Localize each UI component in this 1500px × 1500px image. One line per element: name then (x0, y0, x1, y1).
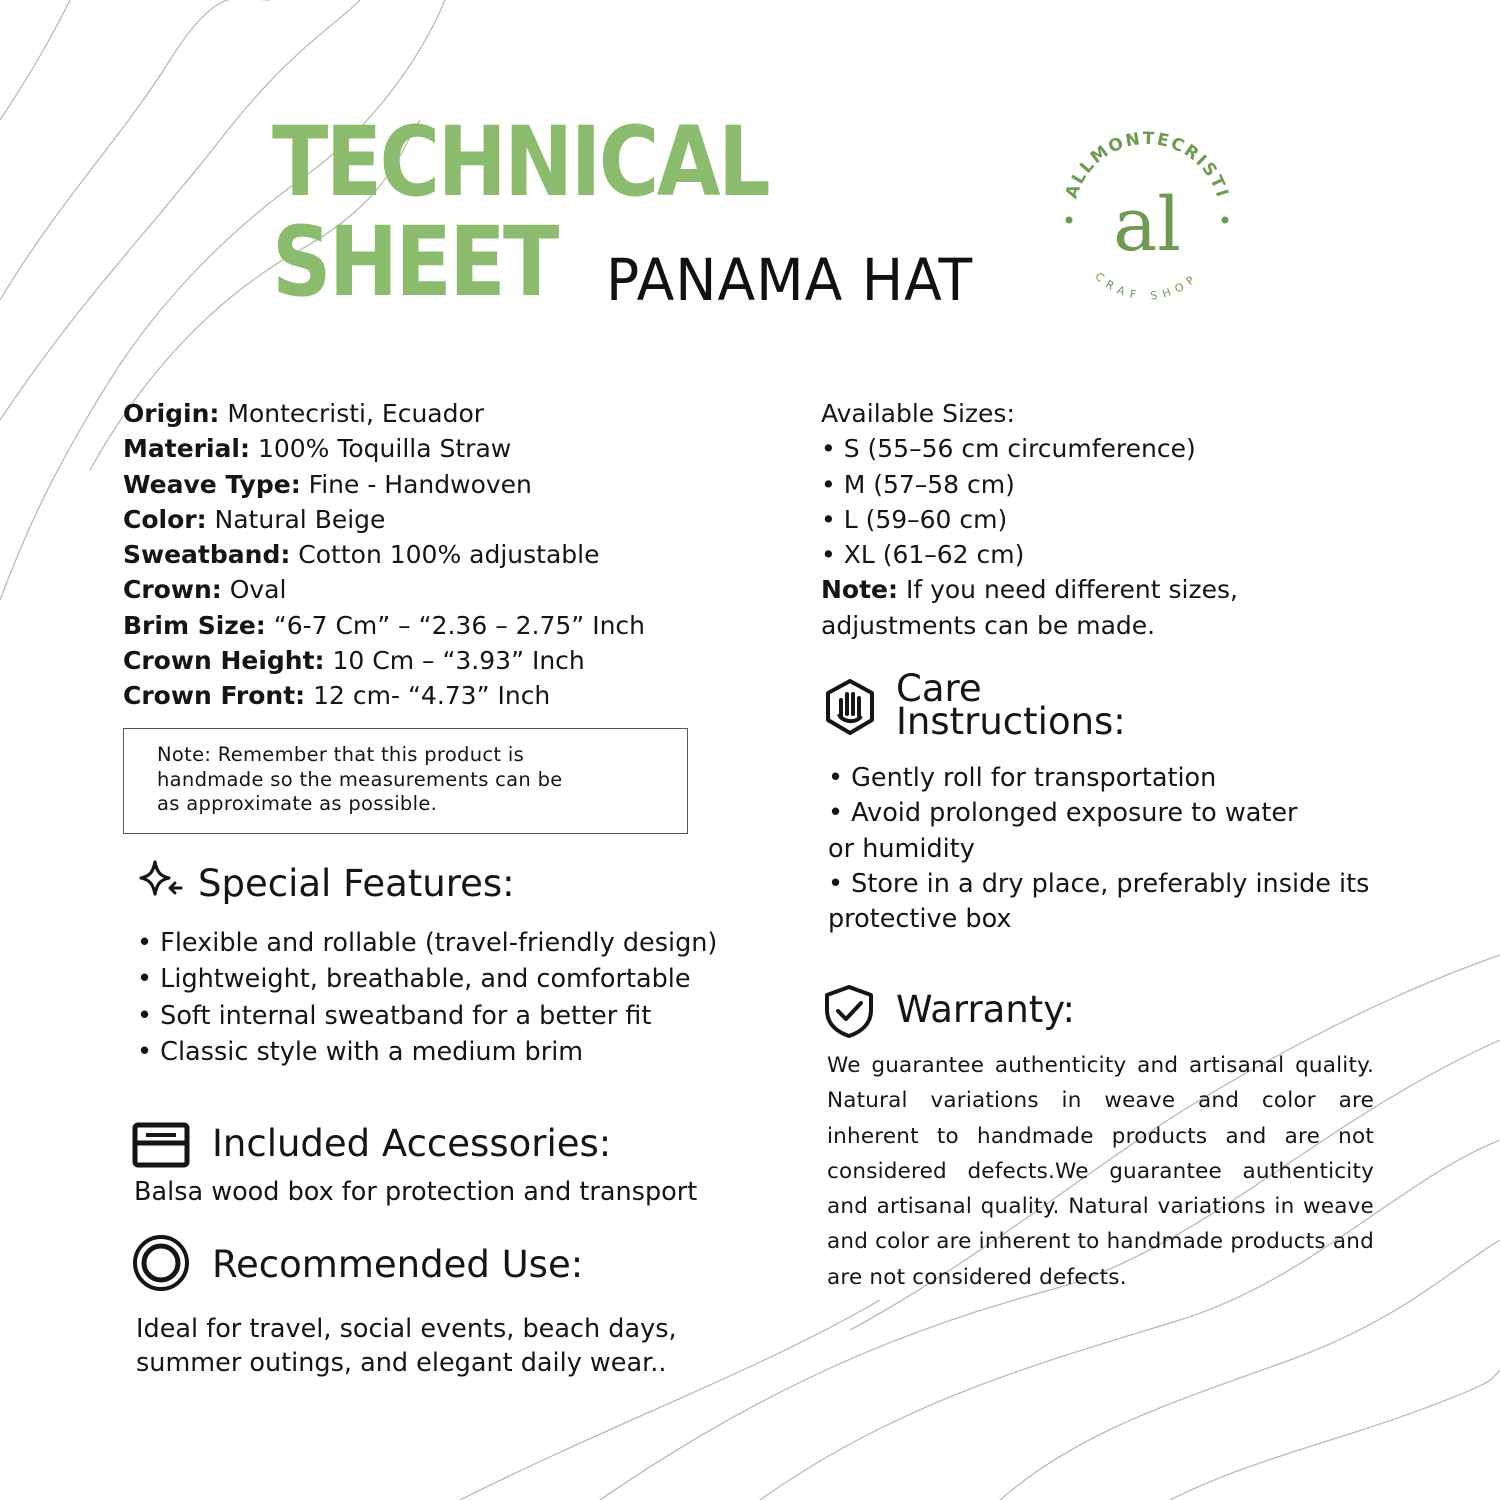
spec-row (123, 467, 743, 502)
box-icon (132, 1122, 190, 1168)
note-line-3: as approximate as possible. (157, 792, 438, 815)
spec-value: 10 Cm – “3.93” Inch (324, 646, 585, 676)
spec-row (123, 572, 743, 607)
recommended-use-heading: Recommended Use: (212, 1243, 584, 1286)
sparkle-icon (137, 858, 185, 902)
logo-top-text: ALLMONTECRISTI (1061, 128, 1233, 202)
size-item: • XL (61–62 cm) (821, 540, 1025, 570)
spec-value: Cotton 100% adjustable (290, 540, 600, 570)
spec-label: Origin: (123, 399, 220, 428)
spec-label: Crown: (123, 575, 222, 605)
list-item: • Store in a dry place, preferably inside its (828, 868, 1370, 899)
spec-list (123, 396, 743, 714)
list-item: • Lightweight, breathable, and comfortable (137, 964, 691, 995)
recommended-use-text (136, 1313, 677, 1380)
spec-value: 12 cm- “4.73” Inch (305, 681, 551, 711)
sizes-note-line-2: adjustments can be made. (821, 610, 1156, 640)
target-circle-icon (132, 1234, 190, 1292)
recommended-use-line-2: summer outings, and elegant daily wear.. (136, 1347, 667, 1378)
spec-value: 100% Toquilla Straw (250, 434, 512, 464)
hand-shield-icon (824, 678, 876, 736)
available-sizes (821, 396, 1381, 643)
note-line-1: Note: Remember that this product is (157, 743, 525, 766)
size-item: • M (57–58 cm) (821, 469, 1015, 499)
accessories-heading: Included Accessories: (212, 1122, 612, 1165)
subtitle-text: PANAMA HAT (606, 246, 974, 314)
spec-value: Montecristi, Ecuador (219, 399, 485, 428)
spec-label: Material: (123, 434, 250, 464)
logo-bottom-text: CRAF SHOP (1092, 269, 1202, 303)
care-heading (896, 667, 1126, 743)
spec-row (123, 431, 743, 466)
spec-label: Crown Front: (123, 681, 306, 711)
spec-row (123, 537, 743, 572)
spec-row (123, 643, 743, 678)
special-features-heading: Special Features: (198, 862, 515, 905)
sizes-note-text: If you need different sizes, (898, 575, 1238, 605)
warranty-text: We guarantee authenticity and artisanal quality. Natural variations in weave and color are inherent to handmade products and are not considered defects.We guarantee authenticity and artisanal quality. Natural variations in weave and color are inherent to handmade products and are not considered defects. (827, 1053, 1374, 1290)
sizes-heading: Available Sizes: (821, 399, 1015, 428)
spec-row (123, 608, 743, 643)
list-item: • Avoid prolonged exposure to water (828, 798, 1298, 829)
note-line-2: handmade so the measurements can be (157, 767, 563, 791)
care-list (828, 761, 1388, 937)
care-heading-line-2: Instructions: (896, 700, 1126, 743)
sizes-note-label: Note: (821, 575, 899, 605)
spec-value: Fine - Handwoven (300, 469, 532, 499)
page-subtitle (606, 245, 992, 315)
shield-check-icon (822, 984, 876, 1038)
warranty-heading: Warranty: (896, 988, 1075, 1031)
svg-text:CRAF SHOP (1092, 270, 1201, 303)
spec-row (123, 678, 743, 713)
brand-logo (1052, 122, 1242, 312)
logo-monogram: al (1113, 182, 1181, 268)
spec-value: “6-7 Cm” – “2.36 – 2.75” Inch (265, 610, 646, 640)
spec-label: Sweatband: (123, 540, 291, 570)
spec-value: Oval (221, 575, 287, 605)
spec-row (123, 502, 743, 537)
accessories-text: Balsa wood box for protection and transport (134, 1177, 698, 1207)
spec-label: Weave Type: (123, 469, 301, 499)
list-item: • Gently roll for transportation (828, 763, 1217, 793)
spec-label: Color: (123, 504, 207, 534)
spec-row (123, 396, 743, 431)
care-heading-line-1: Care (896, 667, 982, 710)
spec-value: Natural Beige (206, 504, 386, 534)
list-item: • Soft internal sweatband for a better fit (137, 1000, 652, 1031)
title-line-1: TECHNICAL (272, 106, 769, 218)
spec-label: Brim Size: (123, 610, 266, 640)
spec-label: Crown Height: (123, 646, 325, 676)
special-features-list (137, 925, 717, 1070)
size-item: • S (55–56 cm circumference) (821, 434, 1196, 464)
list-item: • Flexible and rollable (travel-friendly design) (137, 928, 718, 958)
recommended-use-line-1: Ideal for travel, social events, beach days, (136, 1314, 677, 1344)
list-item: protective box (828, 904, 1012, 935)
sizes-note (821, 572, 1381, 607)
list-item: • Classic style with a medium brim (137, 1036, 584, 1067)
title-line-2: SHEET (272, 206, 557, 318)
measurement-note-box (123, 728, 688, 834)
list-item: or humidity (828, 833, 975, 864)
size-item: • L (59–60 cm) (821, 504, 1008, 534)
